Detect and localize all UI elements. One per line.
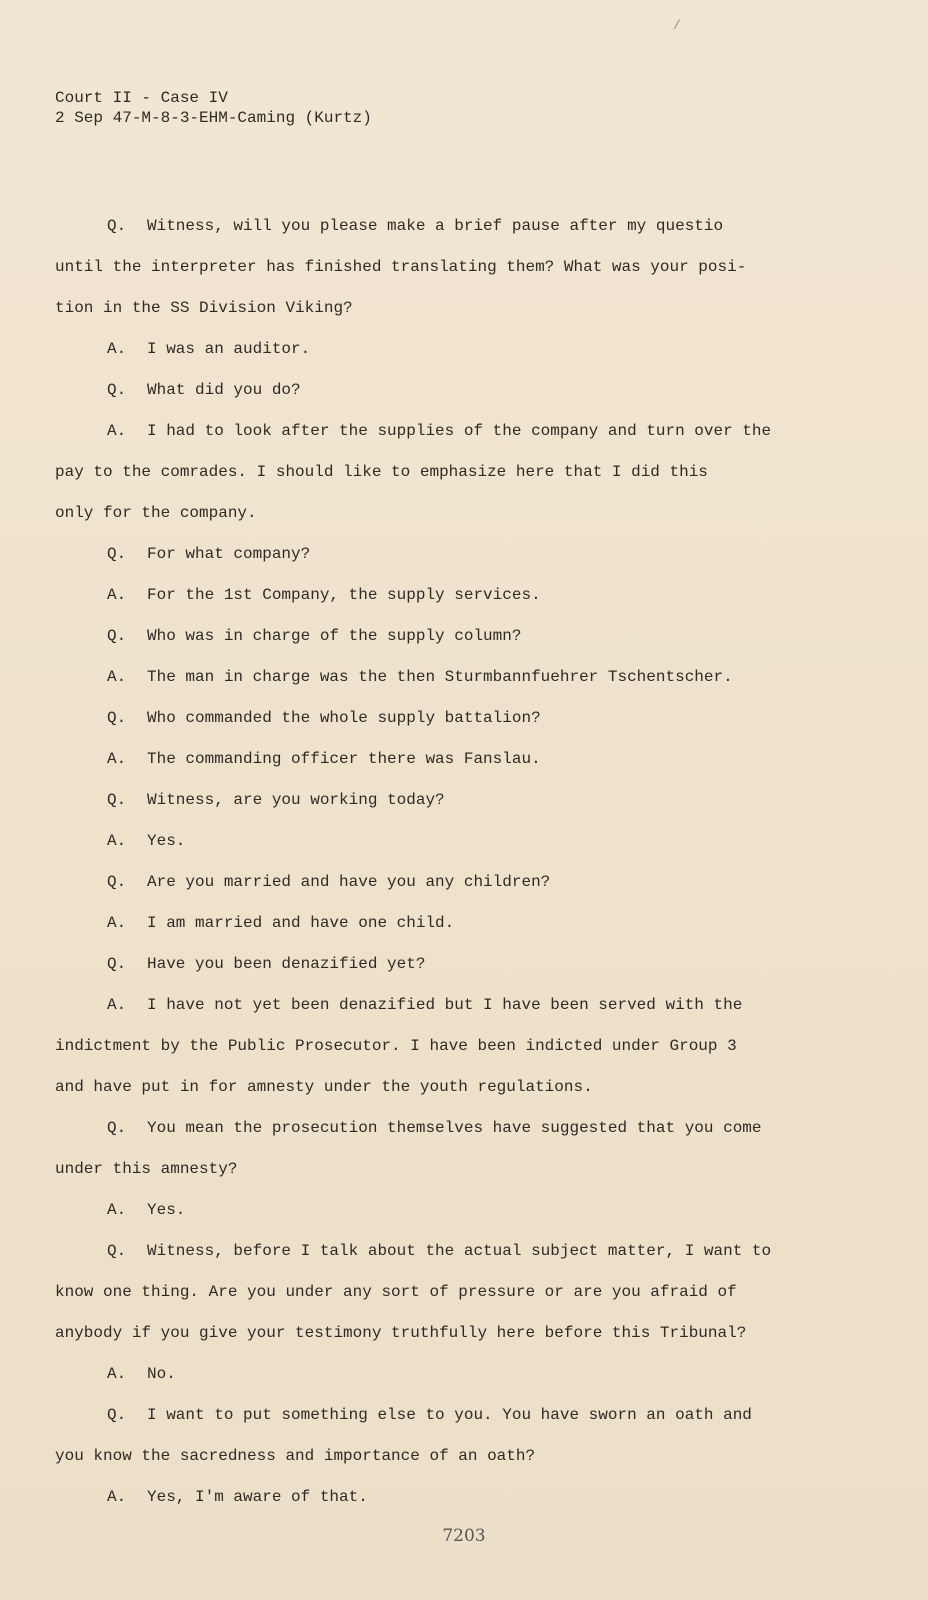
transcript-line: [55, 493, 815, 534]
line-text: The man in charge was the then Sturmbannfuehrer Tschentscher.: [147, 668, 733, 686]
transcript-line: [55, 452, 815, 493]
transcript-line: [55, 1108, 815, 1149]
transcript-line: [55, 903, 815, 944]
transcript-line: [55, 821, 815, 862]
speaker-label: Q.: [107, 1242, 127, 1260]
speaker-label: A.: [107, 586, 127, 604]
line-text: Yes, I'm aware of that.: [147, 1488, 368, 1506]
speaker-label: Q.: [107, 381, 127, 399]
transcript-line: [55, 1313, 815, 1354]
transcript-line: [55, 944, 815, 985]
line-text: No.: [147, 1365, 176, 1383]
transcript-line: [55, 534, 815, 575]
transcript-line: [55, 329, 815, 370]
transcript-line: [55, 288, 815, 329]
speaker-label: Q.: [107, 627, 127, 645]
line-text: I have not yet been denazified but I have been served with the: [147, 996, 743, 1014]
transcript-line: [55, 1436, 815, 1477]
line-text: Yes.: [147, 1201, 186, 1219]
speaker-label: Q.: [107, 955, 127, 973]
speaker-label: A.: [107, 422, 127, 440]
line-text: and have put in for amnesty under the youth regulations.: [55, 1078, 593, 1096]
line-text: What did you do?: [147, 381, 301, 399]
line-text: For the 1st Company, the supply services.: [147, 586, 541, 604]
line-text: The commanding officer there was Fanslau.: [147, 750, 541, 768]
speaker-label: A.: [107, 996, 127, 1014]
line-text: only for the company.: [55, 504, 257, 522]
transcript-line: [55, 862, 815, 903]
line-text: under this amnesty?: [55, 1160, 238, 1178]
speaker-label: A.: [107, 340, 127, 358]
transcript-line: [55, 1026, 815, 1067]
header-case: Court II - Case IV: [55, 89, 228, 107]
transcript-line: [55, 1067, 815, 1108]
transcript-line: [55, 411, 815, 452]
speaker-label: Q.: [107, 1406, 127, 1424]
speaker-label: Q.: [107, 1119, 127, 1137]
speaker-label: Q.: [107, 217, 127, 235]
line-text: indictment by the Public Prosecutor. I have been indicted under Group 3: [55, 1037, 737, 1055]
speaker-label: A.: [107, 832, 127, 850]
line-text: I want to put something else to you. You have sworn an oath and: [147, 1406, 752, 1424]
transcript-line: [55, 698, 815, 739]
transcript-line: [55, 657, 815, 698]
line-text: I am married and have one child.: [147, 914, 455, 932]
speaker-label: A.: [107, 1201, 127, 1219]
header-session: 2 Sep 47-M-8-3-EHM-Caming (Kurtz): [55, 109, 372, 127]
line-text: tion in the SS Division Viking?: [55, 299, 353, 317]
line-text: Witness, are you working today?: [147, 791, 445, 809]
line-text: Are you married and have you any children?: [147, 873, 551, 891]
transcript-line: [55, 1231, 815, 1272]
transcript-line: [55, 985, 815, 1026]
transcript-line: [55, 739, 815, 780]
transcript-line: [55, 780, 815, 821]
line-text: you know the sacredness and importance of an oath?: [55, 1447, 536, 1465]
pencil-mark: /: [673, 18, 681, 33]
line-text: until the interpreter has finished translating them? What was your posi-: [55, 258, 747, 276]
speaker-label: Q.: [107, 545, 127, 563]
speaker-label: A.: [107, 1365, 127, 1383]
transcript-line: [55, 1395, 815, 1436]
transcript-line: [55, 370, 815, 411]
transcript-line: [55, 1190, 815, 1231]
line-text: I was an auditor.: [147, 340, 311, 358]
document-header: [55, 88, 372, 128]
line-text: Yes.: [147, 832, 186, 850]
speaker-label: Q.: [107, 873, 127, 891]
transcript-line: [55, 1149, 815, 1190]
speaker-label: A.: [107, 668, 127, 686]
transcript-line: [55, 206, 815, 247]
line-text: anybody if you give your testimony truthfully here before this Tribunal?: [55, 1324, 747, 1342]
line-text: Have you been denazified yet?: [147, 955, 426, 973]
line-text: You mean the prosecution themselves have suggested that you come: [147, 1119, 762, 1137]
line-text: For what company?: [147, 545, 311, 563]
speaker-label: A.: [107, 914, 127, 932]
transcript-line: [55, 1272, 815, 1313]
speaker-label: A.: [107, 750, 127, 768]
transcript-line: [55, 616, 815, 657]
line-text: Witness, will you please make a brief pause after my questio: [147, 217, 724, 235]
line-text: I had to look after the supplies of the company and turn over the: [147, 422, 772, 440]
line-text: Who was in charge of the supply column?: [147, 627, 522, 645]
page-number: 7203: [442, 1526, 486, 1546]
line-text: Witness, before I talk about the actual subject matter, I want to: [147, 1242, 772, 1260]
transcript-body: [55, 206, 815, 1518]
speaker-label: A.: [107, 1488, 127, 1506]
line-text: Who commanded the whole supply battalion?: [147, 709, 541, 727]
transcript-line: [55, 1354, 815, 1395]
transcript-line: [55, 575, 815, 616]
transcript-line: [55, 1477, 815, 1518]
speaker-label: Q.: [107, 709, 127, 727]
line-text: know one thing. Are you under any sort of pressure or are you afraid of: [55, 1283, 737, 1301]
line-text: pay to the comrades. I should like to emphasize here that I did this: [55, 463, 708, 481]
speaker-label: Q.: [107, 791, 127, 809]
transcript-line: [55, 247, 815, 288]
